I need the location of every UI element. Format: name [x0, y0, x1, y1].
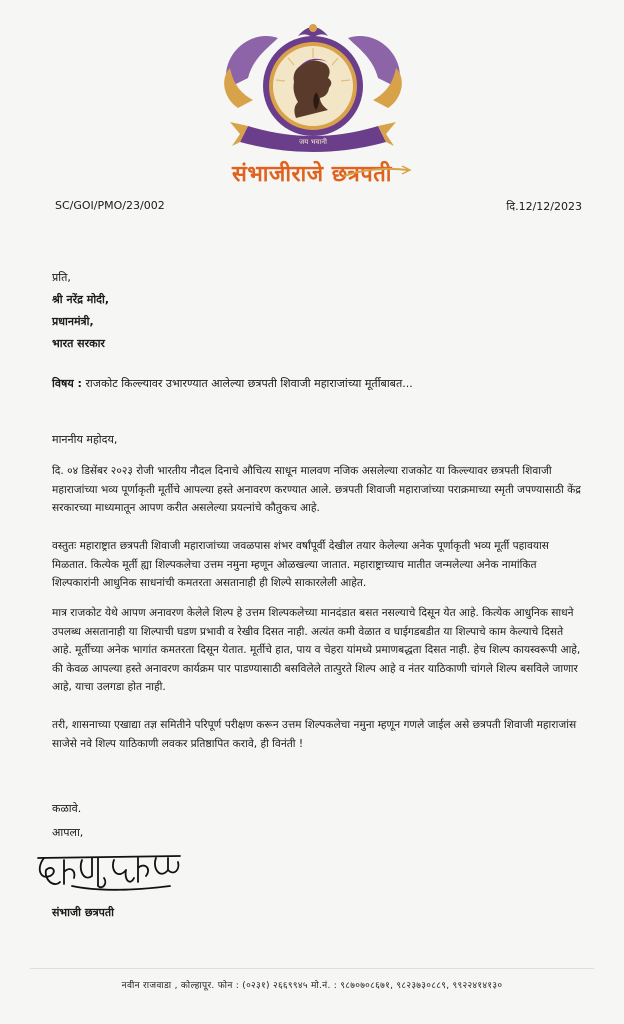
signer-name: संभाजी छत्रपती: [52, 906, 115, 919]
sword-flourish-icon: [342, 164, 412, 182]
recipient-org: भारत सरकार: [52, 337, 105, 350]
emblem-caption: जय भवानी: [299, 138, 327, 146]
salutation: माननीय महोदय,: [52, 433, 118, 446]
recipient-name: श्री नरेंद्र मोदी,: [52, 293, 110, 306]
body-paragraph-1: दि. ०४ डिसेंबर २०२३ रोजी भारतीय नौदल दिनाचे औचित्य साधून मालवण नजिक असलेल्या राजकोट या किल्ल्यावर छत्रपती शिवाजी महाराजांच्या भव्य पूर्णाकृती मूर्तीचे आपल्या हस्ते अनावरण करण्यात आले. छत्रपती शिवाजी महाराजांच्या पराक्रमाच्या स्मृती जपण्यासाठी केंद्र सरकारच्या माध्यमातून आपण करीत असलेल्या प्रयत्नांचे कौतुकच आहे.: [52, 465, 581, 515]
closing-line-1: कळावे.: [52, 802, 82, 815]
footer-divider: [30, 968, 594, 969]
recipient-designation: प्रधानमंत्री,: [52, 315, 94, 328]
letter-date: दि.12/12/2023: [506, 200, 582, 213]
subject-line: [52, 376, 413, 391]
emblem-logo: [208, 18, 418, 168]
letterhead-name-text: संभाजीराजे छत्रपती: [231, 162, 393, 187]
recipient-prefix: प्रति,: [52, 271, 71, 284]
body-paragraph-2: वस्तुतः महाराष्ट्रात छत्रपती शिवाजी महाराजांच्या जवळपास शंभर वर्षांपूर्वी देखील तयार केलेल्या अनेक पूर्णाकृती भव्य मूर्ती पहावयास मिळतात. कित्येक मूर्ती ह्या शिल्पकलेचा उत्तम नमुना म्हणून ओळखल्या जातात. महाराष्ट्राच्याच मातीत जन्मलेल्या अनेक नामांकित शिल्पकारांनी आधुनिक साधनांची कमतरता असतानाही ही शिल्पे साकारलेली आहेत.: [52, 540, 549, 590]
recipient-block: [52, 267, 109, 355]
closing-block: [52, 797, 83, 845]
body-paragraph-3: मात्र राजकोट येथे आपण अनावरण केलेले शिल्प हे उत्तम शिल्पकलेच्या मानदंडात बसत नसल्याचे दिसून येत आहे. कित्येक आधुनिक साधने उपलब्ध असतानाही या शिल्पाची घडण प्रभावी व रेखीव दिसत नाही. अत्यंत कमी वेळात व घाईगडबडीत या शिल्पाचे काम केल्याचे दिसते आहे. मूर्तीच्या अनेक भागांत कमतरता दिसून येतात. मूर्तीचे हात, पाय व चेहरा यांमध्ये प्रमाणबद्धता दिसत नाही. हेच शिल्प कायस्वरूपी आहे, की केवळ आपल्या हस्ते अनावरण कार्यक्रम पार पाडण्यासाठी बसविलेले तात्पुरते शिल्प आहे व नंतर याठिकाणी चांगले शिल्प बसविले जाणार आहे, याचा उलगडा होत नाही.: [52, 607, 581, 694]
handwritten-signature: [30, 840, 190, 896]
reference-number: SC/GOI/PMO/23/002: [55, 199, 165, 212]
closing-line-2: आपला,: [52, 826, 84, 839]
body-paragraph-4: तरी, शासनाच्या एखाद्या तज्ञ समितीने परिपूर्ण परीक्षण करून उत्तम शिल्पकलेचा नमुना म्हणून गणले जाईल असे छत्रपती शिवाजी महाराजांस साजेसे नवे शिल्प याठिकाणी लवकर प्रतिष्ठापित करावे, ही विनंती !: [52, 719, 577, 750]
subject-label: विषय :: [52, 377, 82, 390]
subject-text: राजकोट किल्ल्यावर उभारण्यात आलेल्या छत्रपती शिवाजी महाराजांच्या मूर्तीबाबत...: [85, 377, 413, 390]
footer-address: नवीन राजवाडा , कोल्हापूर. फोन : (०२३१) २६६९९४५ मो.नं. : ९८७०७०८६७१, ९८२३७३०८८९, ९९२२४१४१३०: [121, 981, 503, 991]
letterhead-name: [0, 158, 624, 188]
